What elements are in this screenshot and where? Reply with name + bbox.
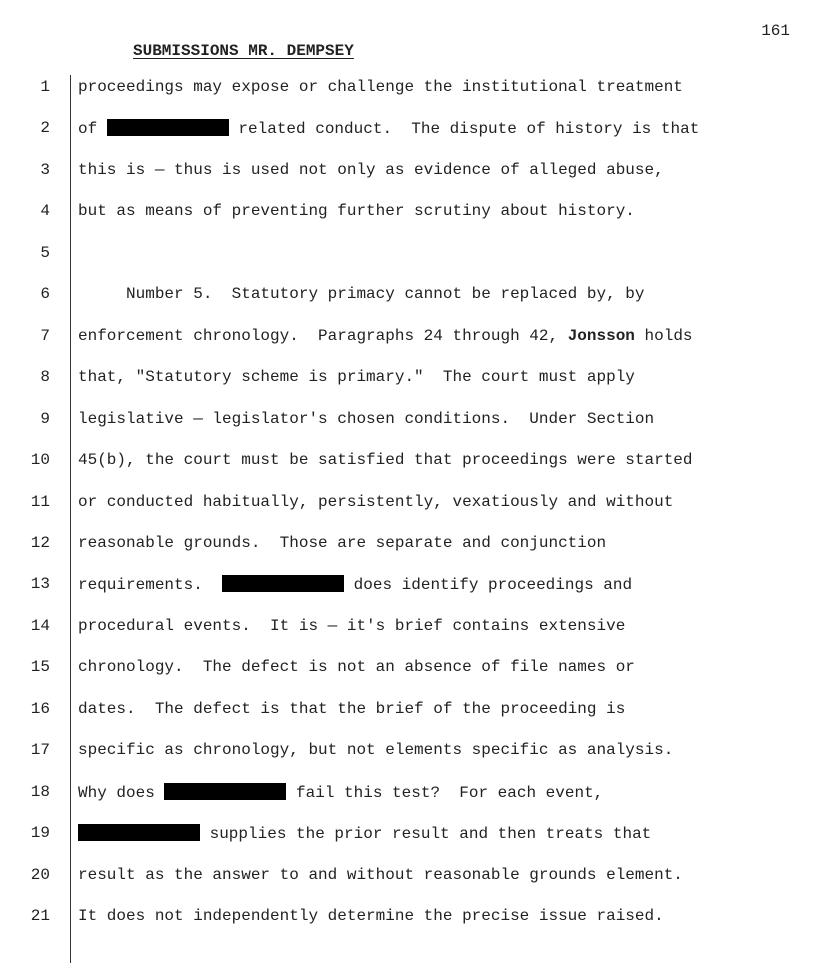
line-number: 11 [30, 492, 50, 511]
transcript-line [78, 493, 673, 511]
line-text-segment: this is — thus is used not only as evidence of alleged abuse, [78, 160, 664, 179]
line-number: 2 [40, 119, 50, 138]
transcript-line [78, 327, 693, 345]
line-number: 3 [40, 160, 50, 179]
line-number: 18 [30, 782, 50, 801]
line-number: 7 [40, 326, 50, 345]
case-name-text: Jonsson [567, 326, 635, 345]
line-text-segment: Why does [78, 783, 165, 802]
line-number: 6 [40, 285, 50, 304]
line-text-segment: related conduct. The dispute of history is that [228, 120, 700, 139]
line-number: 4 [40, 202, 50, 221]
line-text-segment: fail this test? For each event, [286, 783, 604, 802]
line-text-segment: Number 5. Statutory primacy cannot be replaced by, by [78, 285, 645, 304]
transcript-line [78, 161, 664, 179]
redaction-box [164, 783, 286, 800]
line-number: 16 [30, 699, 50, 718]
transcript-line [78, 119, 699, 138]
line-number: 20 [30, 865, 50, 884]
transcript-line [78, 783, 603, 802]
line-number: 14 [30, 616, 50, 635]
transcript-line [78, 451, 693, 469]
left-margin-rule [70, 75, 71, 963]
transcript-line [78, 824, 651, 843]
line-number: 19 [30, 824, 50, 843]
line-number: 17 [30, 741, 50, 760]
transcript-line [78, 285, 645, 303]
transcript-heading: SUBMISSIONS MR. DEMPSEY [133, 42, 354, 60]
line-text-segment: holds [634, 326, 693, 345]
transcript-line [78, 202, 635, 220]
line-text-segment: supplies the prior result and then treats that [200, 825, 652, 844]
line-text-segment: dates. The defect is that the brief of the proceeding is [78, 699, 626, 718]
line-text-segment: result as the answer to and without reasonable grounds element. [78, 865, 683, 884]
line-number: 10 [30, 451, 50, 470]
redaction-box [107, 119, 229, 136]
line-text-segment: does identify proceedings and [344, 576, 633, 595]
line-text-segment: but as means of preventing further scrutiny about history. [78, 202, 635, 221]
transcript-line [78, 575, 632, 594]
line-text-segment: specific as chronology, but not elements specific as analysis. [78, 741, 674, 760]
transcript-line [78, 658, 635, 676]
line-number: 8 [40, 368, 50, 387]
line-number: 9 [40, 409, 50, 428]
line-text-segment: that, "Statutory scheme is primary." The court must apply [78, 368, 635, 387]
line-text-segment: procedural events. It is — it's brief contains extensive [78, 616, 626, 635]
line-text-segment: requirements. [78, 576, 223, 595]
line-number: 21 [30, 907, 50, 925]
line-number: 15 [30, 658, 50, 677]
page-number: 161 [761, 22, 790, 40]
redaction-box [222, 575, 344, 592]
transcript-line [78, 410, 654, 428]
line-text-segment: legislative — legislator's chosen conditions. Under Section [78, 409, 655, 428]
line-text-segment: of [78, 120, 107, 139]
line-text-segment: 45(b), the court must be satisfied that proceedings were started [78, 451, 693, 470]
line-number: 1 [40, 78, 50, 96]
line-text-segment: chronology. The defect is not an absence of file names or [78, 658, 635, 677]
transcript-line [78, 534, 606, 552]
transcript-line [78, 700, 625, 718]
redaction-box [78, 824, 200, 841]
transcript-line [78, 866, 683, 884]
transcript-line [78, 368, 635, 386]
line-number: 12 [30, 533, 50, 552]
transcript-line [78, 907, 664, 925]
line-text-segment: proceedings may expose or challenge the institutional treatment [78, 78, 683, 96]
line-text-segment: or conducted habitually, persistently, vexatiously and without [78, 492, 674, 511]
line-text-segment: reasonable grounds. Those are separate and conjunction [78, 533, 607, 552]
transcript-line [78, 617, 625, 635]
line-number: 13 [30, 575, 50, 594]
line-text-segment: It does not independently determine the precise issue raised. [78, 907, 664, 925]
transcript-line [78, 741, 673, 759]
transcript-line [78, 78, 683, 96]
line-number: 5 [40, 243, 50, 262]
line-text-segment: enforcement chronology. Paragraphs 24 through 42, [78, 326, 568, 345]
